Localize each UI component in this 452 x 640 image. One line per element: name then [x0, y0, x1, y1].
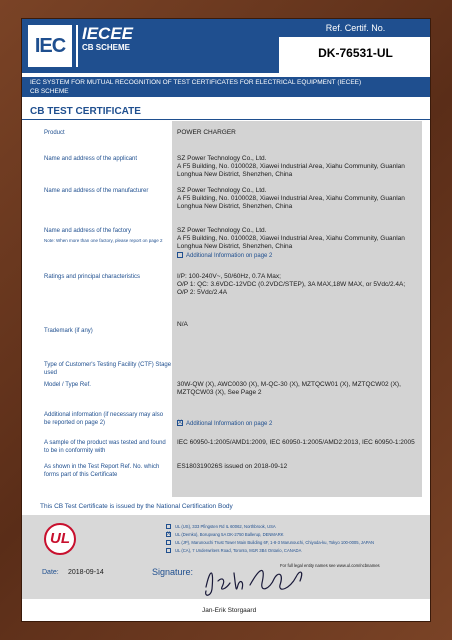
iec-logo: IEC — [28, 25, 72, 67]
ref-certificate-box — [278, 19, 431, 73]
signature-label: Signature: — [152, 567, 194, 577]
lab-checkbox[interactable] — [166, 540, 171, 545]
lab-item — [166, 523, 426, 531]
lab-item — [166, 539, 426, 547]
product-value: POWER CHARGER — [177, 129, 236, 136]
additional-info-label: Additional information (if necessary may also be reported on page 2) — [44, 412, 164, 426]
lab-item — [166, 531, 426, 539]
factory-label-text: Name and address of the factory — [44, 228, 132, 234]
lab-item — [166, 547, 426, 555]
lab-checkbox[interactable]: X — [167, 531, 171, 538]
factory-value: SZ Power Technology Co., Ltd. A F5 Building, No. 0100028, Xiawei Industrial Area, Xiahu Community, Guanlan Longhua New District, Shenzhen, China — [177, 227, 405, 250]
applicant-label: Name and address of the applicant — [44, 156, 138, 162]
model-label: Model / Type Ref. — [44, 382, 91, 388]
ctf-stage-label: Type of Customer's Testing Facility (CTF) Stage used — [44, 362, 172, 376]
test-report-value: ES180319026S issued on 2018-09-12 — [177, 463, 288, 470]
additional-info-value — [177, 419, 417, 428]
system-line-2: CB SCHEME — [30, 88, 69, 95]
additional-info-text: Additional Information on page 2 — [186, 421, 273, 427]
lab-address: UL (US), 333 Pfingsten Rd IL 60062, Northbrook, USA — [175, 524, 276, 529]
factory-additional-info — [177, 252, 417, 260]
manufacturer-value: SZ Power Technology Co., Ltd. A F5 Building, No. 0100028, Xiawei Industrial Area, Xiahu Community, Guanlan Longhua New District, Shenzhen, China — [177, 187, 405, 210]
trademark-value: N/A — [177, 321, 188, 328]
additional-info-line — [177, 420, 417, 428]
lab-list — [166, 523, 426, 555]
trademark-label: Trademark (if any) — [44, 328, 93, 334]
factory-label — [44, 227, 166, 245]
ratings-value: I/P: 100-240V~, 50/60Hz, 0.7A Max; O/P 1: QC: 3.6VDC-12VDC (0.2VDC/STEP), 3A MAX,18W MAX, or 5Vdc/2.4A; O/P 2: 5Vdc/2.4A — [177, 273, 406, 296]
lab-checkbox[interactable] — [166, 524, 171, 529]
legal-entity-note: For full legal entity names see www.ul.com/ncbnames — [280, 563, 380, 568]
additional-info-checkbox[interactable]: X — [178, 420, 183, 427]
factory-value-block — [177, 227, 417, 260]
iecee-logo-text: IECEE — [82, 24, 134, 43]
ratings-label: Ratings and principal characteristics — [44, 274, 141, 280]
manufacturer-label: Name and address of the manufacturer — [44, 188, 149, 194]
factory-additional-text: Additional Information on page 2 — [186, 253, 273, 259]
lab-address: UL (JP), Marunouchi Trust Tower Main Building 6F, 1-8-3 Marunouchi, Chiyoda-ku, Tokyo 100-0005, JAPAN — [175, 540, 375, 545]
test-report-label: As shown in the Test Report Ref. No. which forms part of this Certificate — [44, 464, 160, 478]
ref-certificate-label: Ref. Certif. No. — [279, 19, 431, 37]
header-band — [22, 19, 431, 73]
issued-by-statement: This CB Test Certificate is issued by the National Certification Body — [40, 503, 233, 510]
lab-address: UL (CA), 7 Underwriters Road, Toronto, M1R 3B4 Ontario, CANADA — [175, 548, 302, 553]
model-value: 30W-QW (X), AWC0030 (X), M-QC-30 (X), MZTQCW01 (X), MZTQCW02 (X), MZTQCW03 (X), See Page 2 — [177, 381, 401, 396]
factory-additional-checkbox[interactable] — [177, 252, 183, 258]
applicant-value: SZ Power Technology Co., Ltd. A F5 Building, No. 0100028, Xiawei Industrial Area, Xiahu Community, Guanlan Longhua New District, Shenzhen, China — [177, 155, 405, 178]
date-value: 2018-09-14 — [68, 569, 104, 576]
date-label: Date: — [42, 569, 59, 576]
system-band — [22, 77, 431, 97]
standards-label: A sample of the product was tested and found to be in conformity with — [44, 440, 166, 454]
ref-certificate-number: DK-76531-UL — [318, 46, 393, 60]
lab-address: UL (Demko), Borupvang 5A DK-2750 Ballerup, DENMARK — [175, 532, 284, 537]
lab-checkbox[interactable] — [166, 548, 171, 553]
iecee-logo — [76, 25, 138, 67]
cb-scheme-logo-text: CB SCHEME — [82, 43, 131, 52]
product-label: Product — [44, 130, 65, 136]
handwritten-signature — [200, 559, 310, 603]
title-divider — [22, 119, 431, 120]
system-line-1: IEC SYSTEM FOR MUTUAL RECOGNITION OF TEST CERTIFICATES FOR ELECTRICAL EQUIPMENT (IECEE) — [30, 79, 362, 86]
certificate-title: CB TEST CERTIFICATE — [30, 106, 141, 117]
signer-name: Jan-Erik Storgaard — [202, 607, 257, 614]
ul-logo: UL — [44, 523, 76, 555]
factory-note: Note: When more than one factory, please report on page 2 — [44, 238, 163, 243]
certificate-paper — [21, 18, 431, 622]
standards-value: IEC 60950-1:2005/AMD1:2009, IEC 60950-1:2005/AMD2:2013, IEC 60950-1:2005 — [177, 439, 415, 446]
